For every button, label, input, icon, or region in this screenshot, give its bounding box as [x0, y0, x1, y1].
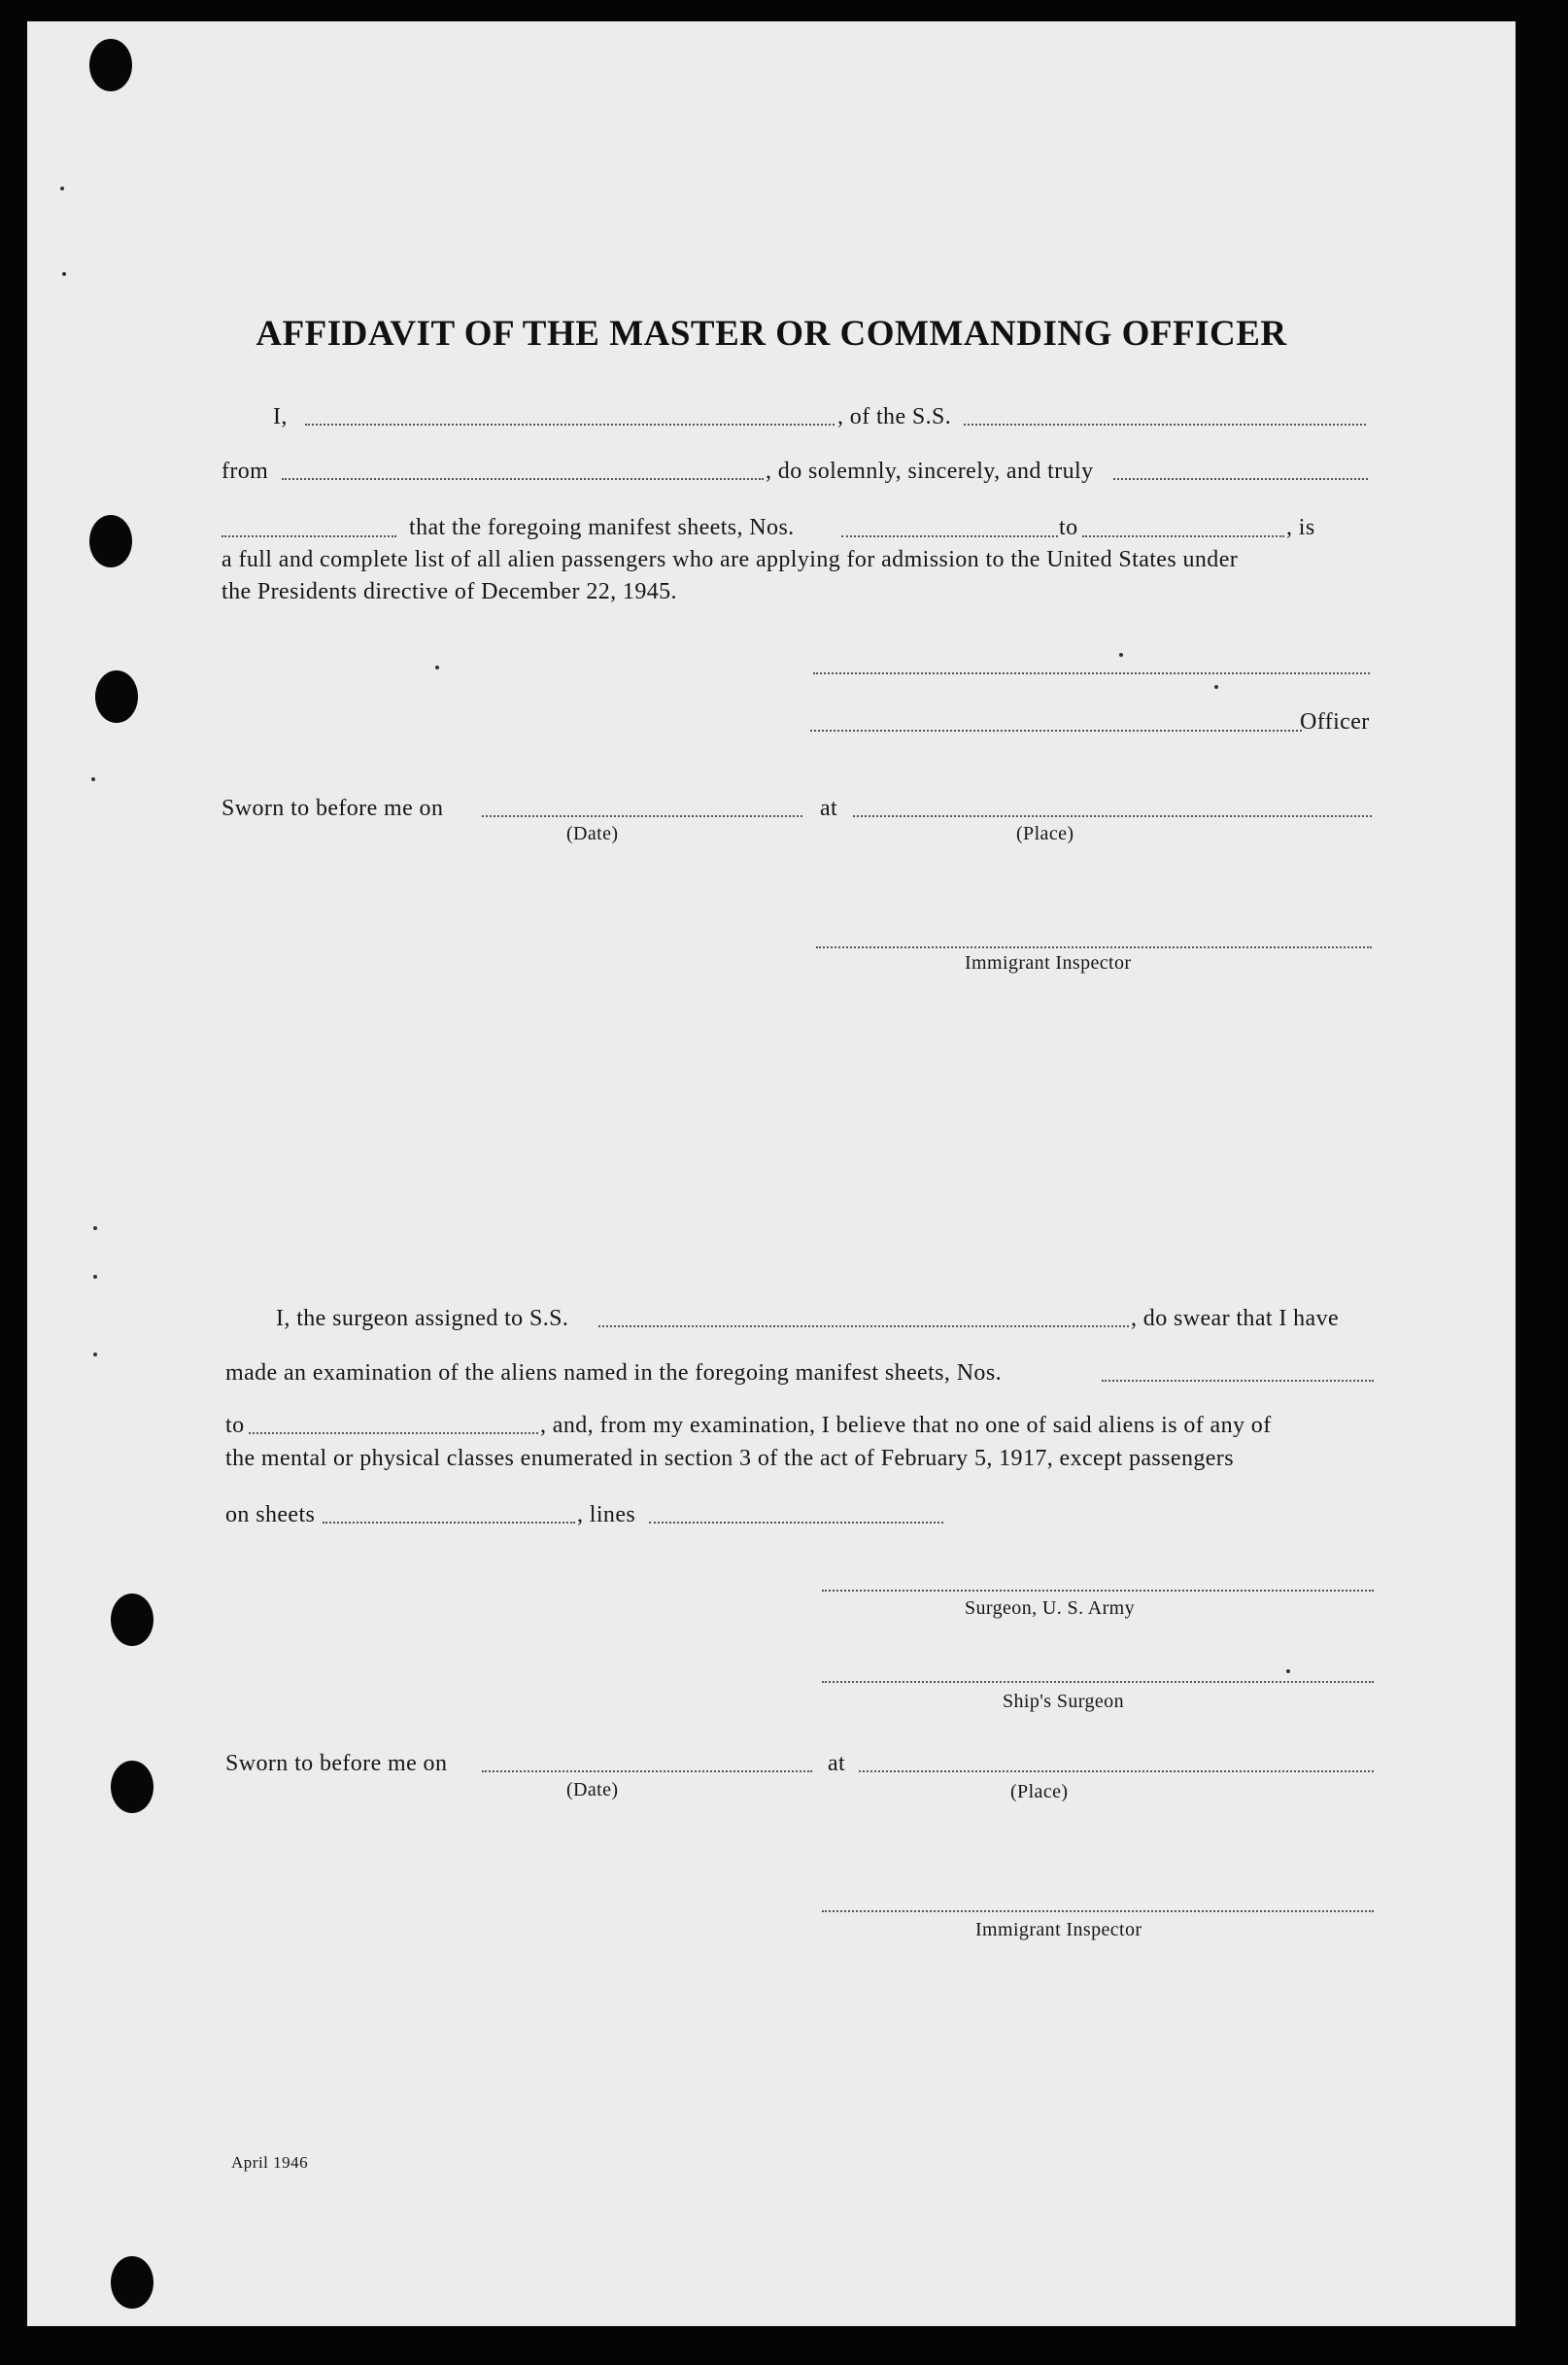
form-title: AFFIDAVIT OF THE MASTER OR COMMANDING OFFICER	[256, 314, 1287, 354]
master-ship-field[interactable]	[964, 424, 1366, 426]
master-from-field[interactable]	[282, 478, 764, 480]
master-at-label: at	[820, 796, 838, 821]
punch-hole	[111, 2256, 153, 2309]
surgeon-ship-field[interactable]	[598, 1325, 1129, 1327]
punch-hole	[89, 39, 132, 91]
punch-hole	[89, 515, 132, 567]
speck	[1214, 685, 1218, 689]
surgeon-text-examination: made an examination of the aliens named in the foregoing manifest sheets, Nos.	[225, 1360, 1002, 1386]
speck	[91, 777, 95, 781]
speck	[93, 1226, 97, 1230]
surgeon-text-assigned: I, the surgeon assigned to S.S.	[276, 1306, 569, 1331]
master-text-of-ss: , of the S.S.	[837, 404, 952, 429]
affidavit-form-page	[27, 21, 1516, 2326]
ship-surgeon-signature-line[interactable]	[822, 1681, 1374, 1683]
master-text-is: , is	[1286, 515, 1315, 540]
master-date-caption: (Date)	[566, 823, 619, 844]
punch-hole	[111, 1761, 153, 1813]
surgeon-text-on-sheets: on sheets	[225, 1502, 316, 1527]
army-surgeon-caption: Surgeon, U. S. Army	[965, 1597, 1136, 1619]
punch-hole	[95, 670, 138, 723]
master-text-to: to	[1059, 515, 1078, 540]
speck	[62, 272, 66, 276]
surgeon-inspector-caption: Immigrant Inspector	[975, 1919, 1142, 1940]
surgeon-sworn-date-field[interactable]	[482, 1770, 812, 1772]
master-sworn-date-field[interactable]	[482, 815, 802, 817]
master-text-line5: the Presidents directive of December 22, 1945.	[222, 579, 677, 604]
speck	[435, 666, 439, 669]
master-text-manifest-sheets: that the foregoing manifest sheets, Nos.	[409, 515, 795, 540]
punch-hole	[111, 1594, 153, 1646]
surgeon-at-label: at	[828, 1751, 846, 1776]
speck	[93, 1353, 97, 1356]
master-sworn-place-field[interactable]	[853, 815, 1372, 817]
officer-label: Officer	[1300, 709, 1370, 735]
surgeon-except-sheets-field[interactable]	[323, 1522, 575, 1524]
surgeon-text-to: to	[225, 1413, 245, 1438]
speck	[1119, 653, 1123, 657]
master-sheets-from-field[interactable]	[841, 535, 1058, 537]
master-text-line4: a full and complete list of all alien passengers who are applying for admission to the United States under	[222, 547, 1239, 572]
master-text-from: from	[222, 459, 269, 484]
surgeon-sworn-place-field[interactable]	[859, 1770, 1374, 1772]
master-name-field[interactable]	[305, 424, 835, 426]
master-place-caption: (Place)	[1016, 823, 1074, 844]
surgeon-text-lines: , lines	[577, 1502, 636, 1527]
form-date-footer: April 1946	[231, 2153, 309, 2172]
master-inspector-caption: Immigrant Inspector	[965, 952, 1132, 974]
surgeon-date-caption: (Date)	[566, 1779, 619, 1800]
master-text-i: I,	[273, 404, 288, 429]
master-inspector-signature-line[interactable]	[816, 946, 1372, 948]
surgeon-sheets-to-field[interactable]	[249, 1432, 538, 1434]
surgeon-sheets-from-field[interactable]	[1102, 1380, 1374, 1382]
surgeon-text-line4: the mental or physical classes enumerated in section 3 of the act of February 5, 1917, except passengers	[225, 1446, 1234, 1471]
speck	[93, 1275, 97, 1279]
master-sheets-to-field[interactable]	[1082, 535, 1284, 537]
speck	[60, 187, 64, 190]
master-text-solemnly: , do solemnly, sincerely, and truly	[766, 459, 1094, 484]
surgeon-text-swear: , do swear that I have	[1131, 1306, 1340, 1331]
officer-signature-line[interactable]	[810, 730, 1302, 732]
surgeon-place-caption: (Place)	[1010, 1781, 1069, 1802]
surgeon-except-lines-field[interactable]	[649, 1522, 943, 1524]
master-oath-continued-field[interactable]	[222, 535, 396, 537]
surgeon-inspector-signature-line[interactable]	[822, 1910, 1374, 1912]
surgeon-text-belief: , and, from my examination, I believe that no one of said aliens is of any of	[540, 1413, 1272, 1438]
ship-surgeon-caption: Ship's Surgeon	[1003, 1691, 1124, 1712]
surgeon-sworn-label: Sworn to before me on	[225, 1751, 448, 1776]
speck	[1286, 1669, 1290, 1673]
army-surgeon-signature-line[interactable]	[822, 1590, 1374, 1592]
master-signature-line[interactable]	[813, 672, 1370, 674]
master-sworn-label: Sworn to before me on	[222, 796, 444, 821]
master-oath-field[interactable]	[1113, 478, 1368, 480]
